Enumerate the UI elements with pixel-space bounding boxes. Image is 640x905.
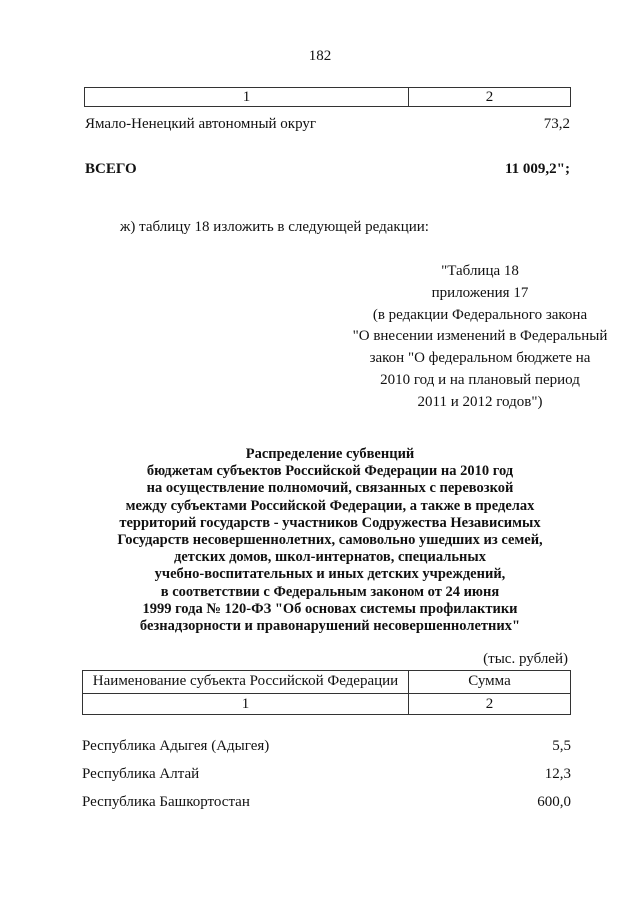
title-line: между субъектами Российской Федерации, а также в пределах xyxy=(125,497,535,514)
region-name: Ямало-Ненецкий автономный округ xyxy=(85,116,317,132)
title-line: детских домов, школ-интернатов, специальных xyxy=(174,549,486,566)
table-row xyxy=(85,116,570,133)
total-row xyxy=(85,161,570,178)
title-line: бюджетам субъектов Российской Федерации на 2010 год xyxy=(146,463,514,480)
title-line: безнадзорности и правонарушений несовершеннолетних" xyxy=(139,618,521,635)
region-value: 600,0 xyxy=(537,794,571,810)
region-value: 12,3 xyxy=(544,766,571,782)
citation-line: приложения 17 xyxy=(431,284,529,301)
header-region-name: Наименование субъекта Российской Федерации xyxy=(83,671,409,693)
title-line: в соответствии с Федеральным законом от 24 июня xyxy=(160,583,500,600)
citation-line: 2010 год и на плановый период xyxy=(380,371,580,388)
table-header xyxy=(82,670,571,693)
region-value: 73,2 xyxy=(543,116,570,132)
table-citation xyxy=(300,261,640,414)
total-label: ВСЕГО xyxy=(85,161,137,177)
page-number: 182 xyxy=(308,48,332,64)
region-value: 5,5 xyxy=(552,738,571,754)
citation-line: "Таблица 18 xyxy=(441,263,519,279)
region-name: Республика Адыгея (Адыгея) xyxy=(82,738,270,754)
column-number-1: 1 xyxy=(83,694,409,714)
citation-line: закон "О федеральном бюджете на xyxy=(369,350,591,367)
column-number-1: 1 xyxy=(85,88,409,106)
title-line: территорий государств - участников Содружества Независимых xyxy=(119,514,541,531)
citation-line: (в редакции Федерального закона xyxy=(372,306,588,323)
total-value: 11 009,2"; xyxy=(505,161,570,177)
title-line: Распределение субвенций xyxy=(245,446,415,462)
table-row xyxy=(82,766,571,783)
column-number-2: 2 xyxy=(485,89,494,105)
title-line: учебно-воспитательных и иных детских учреждений, xyxy=(154,566,506,583)
title-line: Государств несовершеннолетних, самовольно ушедших из семей, xyxy=(117,532,543,549)
title-line: 1999 года № 120-ФЗ "Об основах системы профилактики xyxy=(142,600,518,617)
region-name: Республика Алтай xyxy=(82,766,200,782)
document-title xyxy=(60,446,600,635)
table-row xyxy=(82,738,571,755)
table-row xyxy=(82,794,571,811)
column-number-table xyxy=(82,693,571,715)
header-sum: Сумма xyxy=(468,673,511,689)
column-number-2: 2 xyxy=(485,696,494,712)
units-label: (тыс. рублей) xyxy=(483,651,568,667)
citation-line: "О внесении изменений в Федеральный xyxy=(352,328,608,345)
title-line: на осуществление полномочий, связанных с перевозкой xyxy=(146,480,514,497)
column-number-table-top xyxy=(84,87,571,107)
citation-line: 2011 и 2012 годов") xyxy=(417,393,543,410)
instruction-text: ж) таблицу 18 изложить в следующей редакции: xyxy=(120,219,429,235)
region-name: Республика Башкортостан xyxy=(82,794,250,810)
